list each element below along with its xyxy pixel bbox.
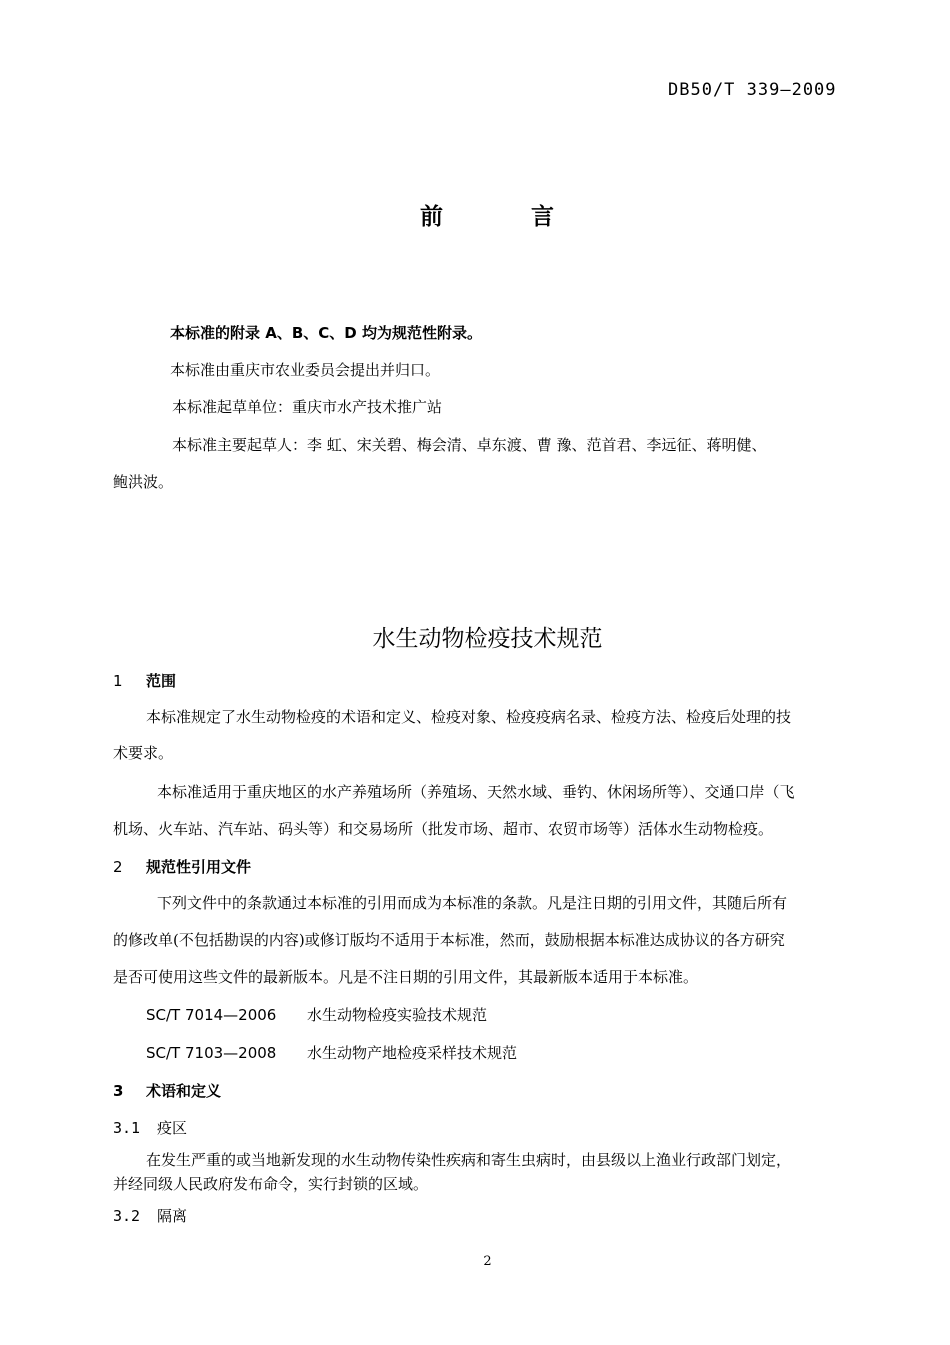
epidemic-area-definition: 在发生严重的或当地新发现的水生动物传染性疾病和寄生虫病时，由县级以上渔业行政部门划定， xyxy=(146,1151,792,1169)
page-number: 2 xyxy=(483,1254,492,1269)
scope-paragraph-cont: 术要求。 xyxy=(113,744,174,762)
reference-title: 水生动物产地检疫采样技术规范 xyxy=(307,1044,518,1062)
preface-paragraph-drafters: 本标准主要起草人：李 虹、宋关碧、梅会清、卓东渡、曹 豫、范首君、李远征、蒋明健、 xyxy=(172,436,767,454)
reference-code: SC/T 7103—2008 xyxy=(146,1044,277,1062)
section-number: 3 xyxy=(113,1082,124,1100)
references-paragraph-cont: 的修改单(不包括勘误的内容)或修订版均不适用于本标准，然而，鼓励根据本标准达成协议的各方研究 xyxy=(113,931,785,949)
references-paragraph-cont: 是否可使用这些文件的最新版本。凡是不注日期的引用文件，其最新版本适用于本标准。 xyxy=(113,968,699,986)
section-heading-terms: 术语和定义 xyxy=(146,1082,222,1100)
section-number: 2 xyxy=(113,858,123,876)
preface-title: 前 言 xyxy=(420,204,595,230)
reference-code: SC/T 7014—2006 xyxy=(146,1006,277,1024)
standard-code: DB50/T 339—2009 xyxy=(668,80,837,100)
reference-title: 水生动物检疫实验技术规范 xyxy=(307,1006,488,1024)
document-title: 水生动物检疫技术规范 xyxy=(372,626,603,652)
section-heading-scope: 范围 xyxy=(146,672,177,690)
subsection-number: 3.2 xyxy=(113,1207,141,1225)
preface-paragraph-drafters-cont: 鲍洪波。 xyxy=(113,473,174,491)
subsection-number: 3.1 xyxy=(113,1119,141,1137)
applicability-paragraph-cont: 机场、火车站、汽车站、码头等）和交易场所（批发市场、超市、农贸市场等）活体水生动物检疫。 xyxy=(113,820,774,838)
section-heading-references: 规范性引用文件 xyxy=(146,858,252,876)
section-number: 1 xyxy=(113,672,123,690)
references-paragraph: 下列文件中的条款通过本标准的引用而成为本标准的条款。凡是注日期的引用文件，其随后所有 xyxy=(157,894,788,912)
applicability-paragraph: 本标准适用于重庆地区的水产养殖场所（养殖场、天然水域、垂钓、休闲场所等）、交通口岸（飞 xyxy=(157,783,795,801)
preface-paragraph-drafting-unit: 本标准起草单位：重庆市水产技术推广站 xyxy=(172,398,443,416)
subsection-heading-isolation: 隔离 xyxy=(157,1207,188,1225)
subsection-heading-epidemic-area: 疫区 xyxy=(157,1119,188,1137)
preface-paragraph-proposer: 本标准由重庆市农业委员会提出并归口。 xyxy=(170,361,441,379)
scope-paragraph: 本标准规定了水生动物检疫的术语和定义、检疫对象、检疫疫病名录、检疫方法、检疫后处理的技 xyxy=(146,708,792,726)
epidemic-area-definition-cont: 并经同级人民政府发布命令，实行封锁的区域。 xyxy=(113,1175,429,1193)
preface-paragraph-appendix: 本标准的附录 A、B、C、D 均为规范性附录。 xyxy=(170,324,482,342)
